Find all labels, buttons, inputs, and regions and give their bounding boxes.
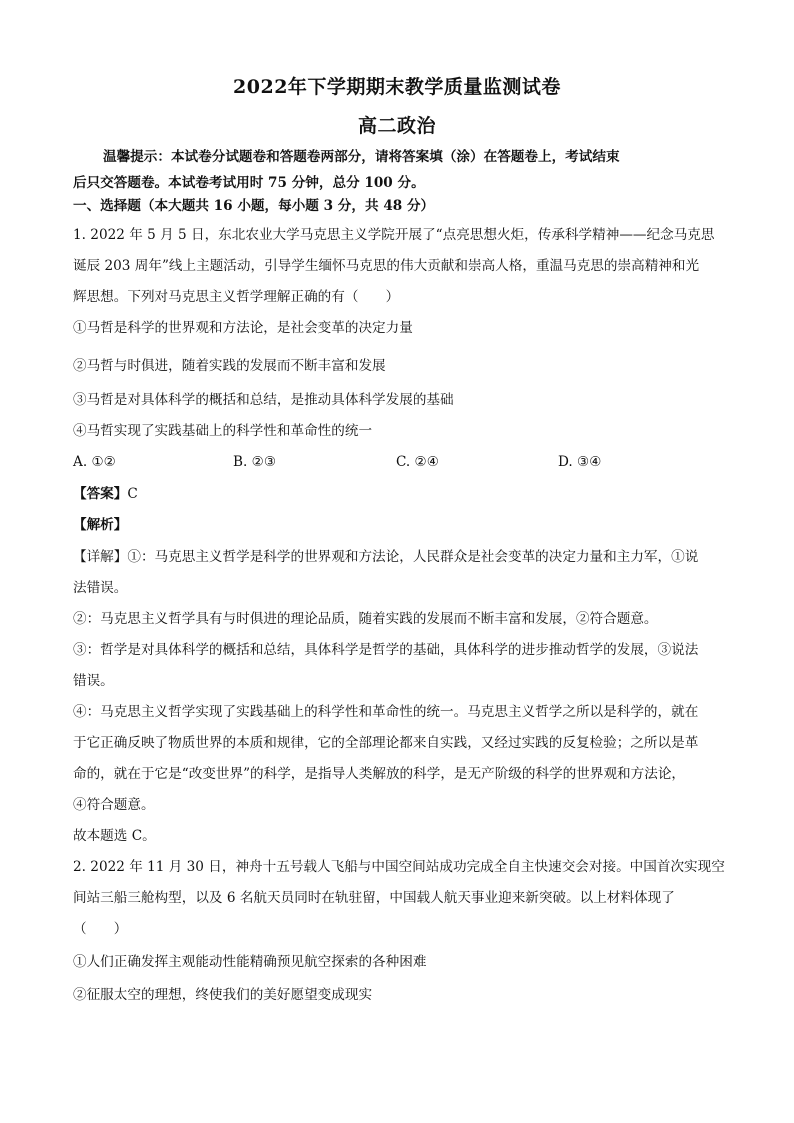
- q1-option-d: D. ③④: [558, 454, 602, 470]
- answer-label: 【答案】: [73, 486, 128, 502]
- analysis-label: 【解析】: [73, 517, 128, 533]
- detail-line-5: 错误。: [73, 673, 114, 689]
- detail-line-1: 【详解】①：马克思主义哲学是科学的世界观和方法论，人民群众是社会变革的决定力量和主力军，①说: [73, 549, 699, 565]
- q1-stem-line-3: 辉思想。下列对马克思主义哲学理解正确的有（ ）: [73, 289, 400, 305]
- q1-option-b: B. ②③: [233, 454, 277, 470]
- detail-line-3: ②：马克思主义哲学具有与时俱进的理论品质，随着实践的发展而不断丰富和发展，②符合题意。: [73, 611, 658, 627]
- detail-line-8: 命的，就在于它是“改变世界”的科学，是指导人类解放的科学，是无产阶级的科学的世界观和方法论，: [73, 766, 686, 782]
- q1-item-4: ④马哲实现了实践基础上的科学性和革命性的统一: [73, 423, 373, 439]
- q1-answer: [73, 484, 723, 504]
- q1-item-3: ③马哲是对具体科学的概括和总结，是推动具体科学发展的基础: [73, 392, 454, 408]
- q1-item-2: ②马哲与时俱进，随着实践的发展而不断丰富和发展: [73, 358, 386, 374]
- answer-value: C: [127, 486, 138, 502]
- detail-line-6: ④：马克思主义哲学实现了实践基础上的科学性和革命性的统一。马克思主义哲学之所以是科学的，就在: [73, 704, 699, 720]
- exam-subject: 高二政治: [357, 115, 436, 137]
- q1-item-1: ①马哲是科学的世界观和方法论，是社会变革的决定力量: [73, 320, 413, 336]
- q2-stem-line-3: （ ）: [73, 921, 128, 937]
- q2-stem-line-1: 2. 2022 年 11 月 30 日，神舟十五号载人飞船与中国空间站成功完成全自主快速交会对接。中国首次实现空: [73, 859, 725, 875]
- notice-line-1: 温馨提示：本试卷分试题卷和答题卷两部分，请将答案填（涂）在答题卷上，考试结束: [103, 149, 620, 165]
- q2-item-1: ①人们正确发挥主观能动性能精确预见航空探索的各种困难: [73, 954, 427, 970]
- exam-title: 2022年下学期期末教学质量监测试卷: [233, 76, 561, 98]
- q1-option-a: A. ①②: [73, 454, 116, 470]
- q1-stem-line-1: 1. 2022 年 5 月 5 日，东北农业大学马克思主义学院开展了“点亮思想火炬，传承科学精神——纪念马克思: [73, 227, 715, 243]
- detail-line-9: ④符合题意。: [73, 797, 155, 813]
- section-heading: 一、选择题（本大题共 16 小题，每小题 3 分，共 48 分）: [73, 198, 435, 214]
- q1-option-c: C. ②④: [396, 454, 439, 470]
- detail-line-10: 故本题选 C。: [73, 828, 156, 844]
- q1-stem-line-2: 诞辰 203 周年”线上主题活动，引导学生缅怀马克思的伟大贡献和崇高人格，重温马克思的崇高精神和光: [73, 258, 700, 274]
- q2-item-2: ②征服太空的理想，终使我们的美好愿望变成现实: [73, 987, 373, 1003]
- notice-line-2: 后只交答题卷。本试卷考试用时 75 分钟，总分 100 分。: [73, 175, 425, 191]
- detail-line-7: 于它正确反映了物质世界的本质和规律，它的全部理论都来自实践，又经过实践的反复检验；之所以是革: [73, 735, 699, 751]
- detail-line-2: 法错误。: [73, 580, 128, 596]
- q2-stem-line-2: 间站三船三舱构型，以及 6 名航天员同时在轨驻留，中国载人航天事业迎来新突破。以上材料体现了: [73, 890, 675, 906]
- detail-line-4: ③：哲学是对具体科学的概括和总结，具体科学是哲学的基础，具体科学的进步推动哲学的发展，③说法: [73, 642, 699, 658]
